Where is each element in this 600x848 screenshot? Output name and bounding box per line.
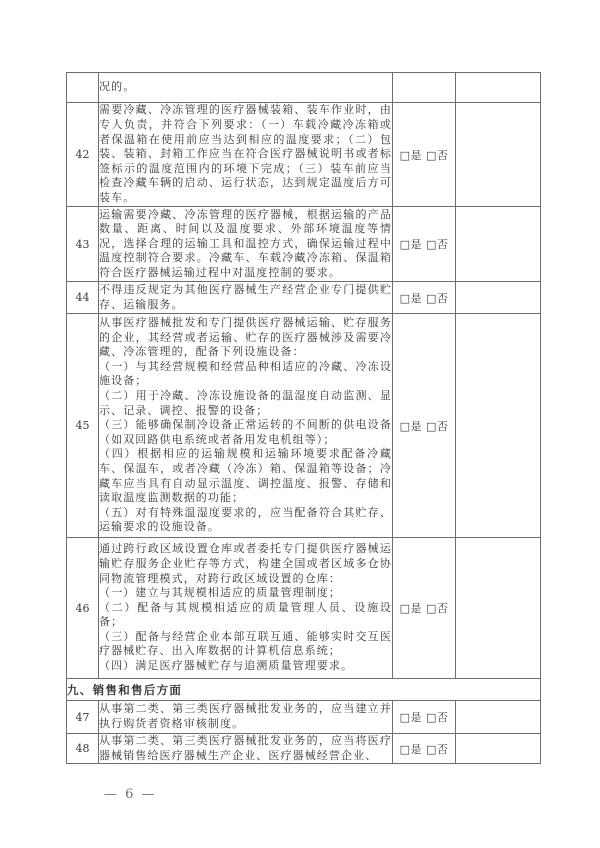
remark-cell — [456, 73, 541, 103]
requirement-paragraph: 从事第二类、第三类医疗器械批发业务的，应当将医疗器械销售给医疗器械生产企业、医疗器械经营企业、 — [99, 734, 392, 762]
requirement-cell — [99, 103, 393, 207]
item-number-cell: 44 — [67, 282, 99, 314]
section-header: 九、销售和售后方面 — [67, 679, 541, 701]
page-number: — 6 — — [104, 787, 157, 802]
table-row — [67, 73, 541, 103]
item-number-cell — [67, 73, 99, 103]
requirement-cell — [99, 282, 393, 314]
yes-no-checkboxes: □是 □否 — [393, 103, 456, 207]
yes-no-checkboxes: □是 □否 — [393, 734, 456, 764]
requirement-paragraph: （三）能够确保制冷设备正常运转的不间断的供电设备（如双回路供电系统或者备用发电机组等）； — [99, 418, 392, 446]
remark-cell — [456, 734, 541, 764]
requirement-cell — [99, 701, 393, 734]
remark-cell — [456, 314, 541, 538]
requirement-cell — [99, 314, 393, 538]
requirement-paragraph: （五）对有特殊温湿度要求的，应当配备符合其贮存、运输要求的设施设备。 — [99, 505, 392, 534]
requirement-paragraph: 况的。 — [99, 80, 136, 94]
yes-no-checkboxes: □是 □否 — [393, 207, 456, 282]
requirement-paragraph: 从事第二类、第三类医疗器械批发业务的，应当建立并执行购货者资格审核制度。 — [99, 702, 392, 730]
requirement-paragraph: 运输需要冷藏、冷冻管理的医疗器械，根据运输的产品数量、距离、时间以及温度要求、外部环境温度等情况，选择合理的运输工具和温控方式，确保运输过程中温度控制符合要求。冷藏车、车载冷藏冷冻箱、保温箱符合医疗器械运输过程中对温度控制的要求。 — [99, 207, 392, 279]
item-number-cell: 45 — [67, 314, 99, 538]
requirement-paragraph: （二）用于冷藏、冷冻设施设备的温湿度自动监测、显示、记录、调控、报警的设备； — [99, 389, 392, 417]
yes-no-checkboxes: □是 □否 — [393, 314, 456, 538]
requirement-paragraph: （四）满足医疗器械贮存与追溯质量管理要求。 — [99, 659, 354, 673]
requirement-cell — [99, 734, 393, 764]
table-row — [67, 103, 541, 207]
requirement-paragraph: （一）建立与其规模相适应的质量管理制度； — [99, 586, 341, 600]
remark-cell — [456, 103, 541, 207]
item-number-cell: 47 — [67, 701, 99, 734]
item-number-cell: 43 — [67, 207, 99, 282]
yes-no-checkboxes: □是 □否 — [393, 538, 456, 679]
table-row — [67, 701, 541, 734]
item-number-cell: 42 — [67, 103, 99, 207]
item-number-cell: 48 — [67, 734, 99, 764]
checklist-table-body — [67, 73, 541, 764]
remark-cell — [456, 538, 541, 679]
section-row — [67, 679, 541, 701]
requirement-paragraph: （三）配备与经营企业本部互联互通、能够实时交互医疗器械贮存、出入库数据的计算机信息系统； — [99, 629, 392, 658]
requirement-paragraph: （二）配备与其规模相适应的质量管理人员、设施设备； — [99, 600, 392, 629]
requirement-paragraph: 需要冷藏、冷冻管理的医疗器械装箱、装车作业时，由专人负责，并符合下列要求：（一）车载冷藏冷冻箱或者保温箱在使用前应当达到相应的温度要求；（二）包装、装箱、封箱工作应当在符合医疗器械说明书或者标签标示的温度范围内的环境下完成；（三）装车前应当检查冷藏车辆的启动、运行状态，达到规定温度后方可装车。 — [99, 103, 392, 204]
requirement-paragraph: （四）根据相应的运输规模和运输环境要求配备冷藏车、保温车，或者冷藏（冷冻）箱、保温箱等设备；冷藏车应当具有自动显示温度、调控温度、报警、存储和读取温度监测数据的功能； — [99, 447, 392, 505]
requirement-cell — [99, 73, 393, 103]
requirement-paragraph: 不得违反规定为其他医疗器械生产经营企业专门提供贮存、运输服务。 — [99, 282, 392, 311]
yes-no-checkboxes — [393, 73, 456, 103]
table-row — [67, 282, 541, 314]
remark-cell — [456, 701, 541, 734]
requirement-paragraph: （一）与其经营规模和经营品种相适应的冷藏、冷冻设施设备； — [99, 359, 392, 388]
inspection-checklist-table — [66, 72, 541, 764]
requirement-cell — [99, 207, 393, 282]
table-row — [67, 207, 541, 282]
requirement-paragraph: 从事医疗器械批发和专门提供医疗器械运输、贮存服务的企业，其经营或者运输、贮存的医疗器械涉及需要冷藏、冷冻管理的，配备下列设施设备： — [99, 316, 392, 359]
yes-no-checkboxes: □是 □否 — [393, 282, 456, 314]
requirement-paragraph: 通过跨行政区域设置仓库或者委托专门提供医疗器械运输贮存服务企业贮存等方式，构建全国或者区域多仓协同物流管理模式，对跨行政区域设置的仓库： — [99, 542, 392, 585]
table-row — [67, 538, 541, 679]
yes-no-checkboxes: □是 □否 — [393, 701, 456, 734]
table-row — [67, 734, 541, 764]
remark-cell — [456, 282, 541, 314]
table-row — [67, 314, 541, 538]
requirement-cell — [99, 538, 393, 679]
item-number-cell: 46 — [67, 538, 99, 679]
remark-cell — [456, 207, 541, 282]
